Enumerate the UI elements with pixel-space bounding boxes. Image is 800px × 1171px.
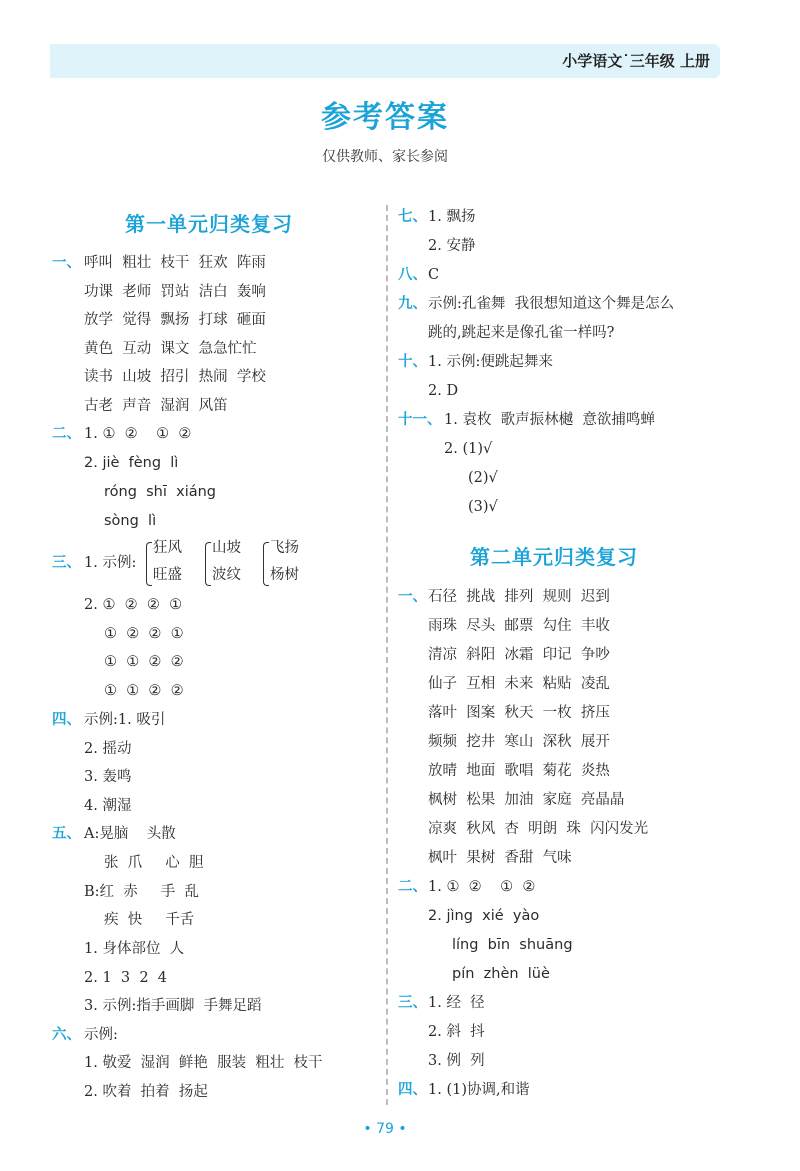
- unit1-q11-line: (2)√: [468, 470, 498, 486]
- unit1-q11-number: 十一、: [398, 411, 442, 428]
- page-number: • 79 •: [363, 1121, 407, 1137]
- unit1-q6-number: 六、: [52, 1026, 81, 1043]
- unit2-q2-pinyin: líng bīn shuāng: [452, 937, 573, 953]
- unit2-q1-row: 石径 挑战 排列 规则 迟到: [428, 589, 610, 605]
- unit2-q3-line: 3. 例 列: [428, 1053, 485, 1069]
- unit2-q3-line: 1. 经 径: [428, 995, 485, 1011]
- unit1-q10-line: 2. D: [428, 383, 459, 399]
- page-title: 参考答案: [321, 100, 449, 135]
- unit1-q1-row: 功课 老师 罚站 洁白 轰响: [84, 284, 266, 300]
- unit1-q10-line: 1. 示例:便跳起舞来: [428, 354, 553, 370]
- unit1-q2-pinyin: 2. jiè fèng lì: [84, 455, 179, 471]
- unit1-q3-group3: [270, 535, 299, 589]
- unit2-q1-number: 一、: [398, 588, 427, 605]
- unit2-q2-pinyin: pín zhèn lüè: [452, 966, 550, 982]
- unit1-q5-line: A:晃脑 头散: [84, 826, 176, 842]
- header-book-info: 小学语文˙三年级 上册: [562, 52, 710, 70]
- unit1-q3-prefix: 1. 示例:: [84, 555, 137, 571]
- unit1-q6-line: 1. 敬爱 湿润 鲜艳 服装 粗壮 枝干: [84, 1055, 323, 1071]
- unit2-q2-line: 1. ① ② ① ②: [428, 879, 536, 895]
- brace-icon: [146, 542, 152, 586]
- unit1-q3-number: 三、: [52, 554, 81, 571]
- unit1-q5-line: 疾 快 千舌: [104, 912, 195, 928]
- unit2-q1-row: 落叶 图案 秋天 一枚 挤压: [428, 705, 610, 721]
- unit1-q3-group2: [212, 535, 241, 589]
- unit1-q4-line: 2. 摇动: [84, 741, 132, 757]
- unit2-q3-number: 三、: [398, 994, 427, 1011]
- unit1-q2-pinyin: sòng lì: [104, 513, 157, 529]
- unit1-q9-number: 九、: [398, 295, 427, 312]
- unit1-q2-line: 1. ① ② ① ②: [84, 426, 192, 442]
- unit1-q6-line: 2. 吹着 拍着 扬起: [84, 1084, 208, 1100]
- unit1-q1-row: 呼叫 粗壮 枝干 狂欢 阵雨: [84, 255, 266, 271]
- unit1-q1-row: 黄色 互动 课文 急急忙忙: [84, 341, 257, 357]
- unit1-q5-line: B:红 赤 手 乱: [84, 884, 200, 900]
- unit2-q2-number: 二、: [398, 878, 427, 895]
- unit2-q1-row: 凉爽 秋风 杏 明朗 珠 闪闪发光: [428, 821, 649, 837]
- unit1-q8-line: C: [428, 267, 440, 283]
- unit1-q4-line: 示例:1. 吸引: [84, 712, 166, 728]
- unit2-q4-number: 四、: [398, 1081, 427, 1098]
- unit1-q11-line: 2. (1)√: [444, 441, 493, 457]
- unit1-q7-number: 七、: [398, 208, 427, 225]
- unit1-q3-group1: [153, 535, 182, 589]
- unit1-q3-line: ① ① ② ②: [104, 654, 184, 670]
- unit2-q1-row: 枫树 松果 加油 家庭 亮晶晶: [428, 792, 625, 808]
- unit1-q1-row: 读书 山坡 招引 热闹 学校: [84, 369, 266, 385]
- brace-icon: [263, 542, 269, 586]
- unit1-q6-line: 示例:: [84, 1027, 118, 1043]
- unit1-q3-word: 波纹: [212, 567, 241, 583]
- unit2-q2-pinyin: 2. jìng xié yào: [428, 908, 540, 924]
- unit1-q4-line: 3. 轰鸣: [84, 769, 132, 785]
- unit1-q4-number: 四、: [52, 711, 81, 728]
- unit2-q1-row: 清凉 斜阳 冰霜 印记 争吵: [428, 647, 610, 663]
- unit1-q5-line: 张 爪 心 胆: [104, 855, 204, 871]
- unit1-q1-row: 古老 声音 湿润 风笛: [84, 398, 228, 414]
- unit1-q9-line: 示例:孔雀舞 我很想知道这个舞是怎么: [428, 296, 675, 312]
- unit1-q1-number: 一、: [52, 254, 81, 271]
- unit1-q1-row: 放学 觉得 飘扬 打球 砸面: [84, 312, 266, 328]
- unit1-q3-line: ① ② ② ①: [104, 626, 184, 642]
- unit1-q5-line: 2. 1 3 2 4: [84, 970, 167, 986]
- unit1-q5-number: 五、: [52, 825, 81, 842]
- unit1-q9-line: 跳的,跳起来是像孔雀一样吗?: [428, 325, 615, 341]
- unit1-q2-number: 二、: [52, 425, 81, 442]
- unit1-q5-line: 3. 示例:指手画脚 手舞足蹈: [84, 998, 262, 1014]
- brace-icon: [205, 542, 211, 586]
- unit2-title: 第二单元归类复习: [470, 545, 638, 569]
- unit1-q3-line: ① ① ② ②: [104, 683, 184, 699]
- unit1-q11-line: (3)√: [468, 499, 498, 515]
- unit1-q5-line: 1. 身体部位 人: [84, 941, 185, 957]
- unit1-q7-line: 2. 安静: [428, 238, 476, 254]
- unit1-q10-number: 十、: [398, 353, 427, 370]
- unit2-q1-row: 放晴 地面 歌唱 菊花 炎热: [428, 763, 610, 779]
- unit2-q4-line: 1. (1)协调,和谐: [428, 1082, 530, 1098]
- unit2-q1-row: 频频 挖井 寒山 深秋 展开: [428, 734, 610, 750]
- unit2-q3-line: 2. 斜 抖: [428, 1024, 485, 1040]
- unit1-q3-word: 狂风: [153, 540, 182, 556]
- unit2-q1-row: 雨珠 尽头 邮票 勾住 丰收: [428, 618, 610, 634]
- unit2-q1-row: 枫叶 果树 香甜 气味: [428, 850, 572, 866]
- unit1-title: 第一单元归类复习: [125, 212, 293, 236]
- unit1-q4-line: 4. 潮湿: [84, 798, 132, 814]
- unit1-q3-word: 旺盛: [153, 567, 182, 583]
- column-divider: [386, 205, 388, 1105]
- unit1-q11-line: 1. 袁枚 歌声振林樾 意欲捕鸣蝉: [444, 412, 655, 428]
- page-subtitle: 仅供教师、家长参阅: [322, 149, 448, 165]
- unit1-q7-line: 1. 飘扬: [428, 209, 476, 225]
- unit1-q8-number: 八、: [398, 266, 427, 283]
- unit1-q3-word: 杨树: [270, 567, 299, 583]
- unit1-q2-pinyin: róng shī xiáng: [104, 484, 217, 500]
- unit1-q3-line: 2. ① ② ② ①: [84, 597, 183, 613]
- unit1-q3-word: 山坡: [212, 540, 241, 556]
- unit1-q3-word: 飞扬: [270, 540, 299, 556]
- unit2-q1-row: 仙子 互相 未来 粘贴 凌乱: [428, 676, 610, 692]
